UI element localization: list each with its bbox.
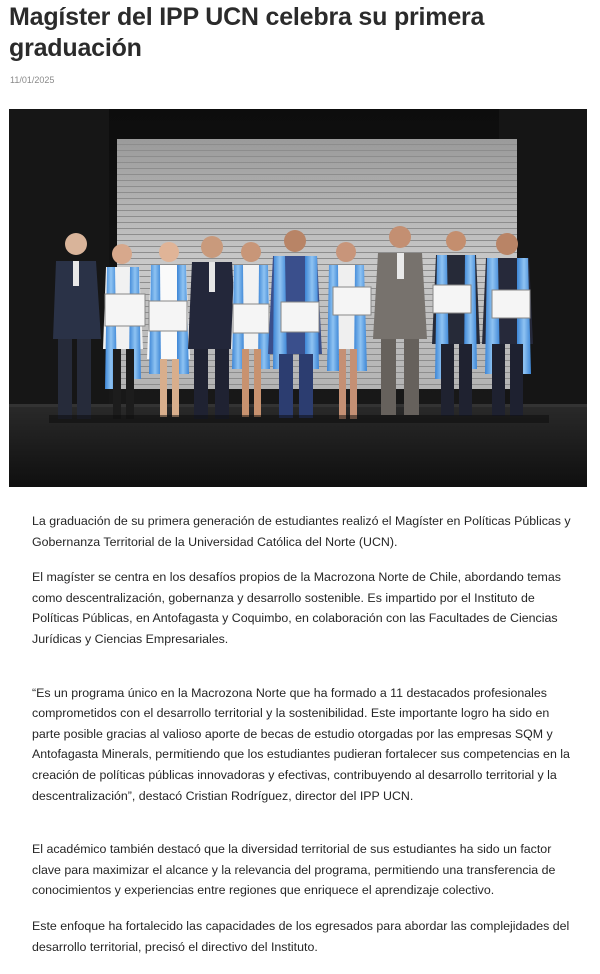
article-paragraph: El magíster se centra en los desafíos propios de la Macrozona Norte de Chile, abordando temas como descentralización, gobernanza y desarrollo sostenible. Es impartido por el Instituto de Políticas Públicas, en Antofagasta y Coquimbo, en colaboración con las Facultades de Ciencias Jurídicas y Ciencias Empresariales. (32, 570, 561, 646)
article-paragraph: El académico también destacó que la diversidad territorial de sus estudiantes ha sido un factor clave para maximizar el alcance y la relevancia del programa, permitiendo una transferencia de conocimientos y experiencias entre regiones que enriquece el aprendizaje colectivo. (32, 842, 556, 898)
article-title: Magíster del IPP UCN celebra su primera graduación (9, 3, 485, 62)
graduation-photo (9, 109, 587, 487)
article-body (32, 511, 572, 957)
graduation-photo-illustration (9, 109, 587, 487)
article-quote-paragraph: “Es un programa único en la Macrozona Norte que ha formado a 11 destacados profesionales comprometidos con el desarrollo territorial y la sostenibilidad. Este importante logro ha sido en parte posible gracias al valioso aporte de becas de estudio otorgadas por las empresas SQM y Antofagasta Minerals, permitiendo que los estudiantes pudieran fortalecer sus competencias en la creación de políticas públicas innovadoras y efectivas, contribuyendo al desarrollo territorial y la descentralización”, destacó Cristian Rodríguez, director del IPP UCN. (32, 685, 570, 803)
article-paragraph: Este enfoque ha fortalecido las capacidades de los egresados para abordar las complejidades del desarrollo territorial, precisó el directivo del Instituto. (32, 918, 570, 954)
article-paragraph: La graduación de su primera generación de estudiantes realizó el Magíster en Políticas Públicas y Gobernanza Territorial de la Universidad Católica del Norte (UCN). (32, 514, 571, 549)
article-date: 11/01/2025 (10, 75, 55, 85)
